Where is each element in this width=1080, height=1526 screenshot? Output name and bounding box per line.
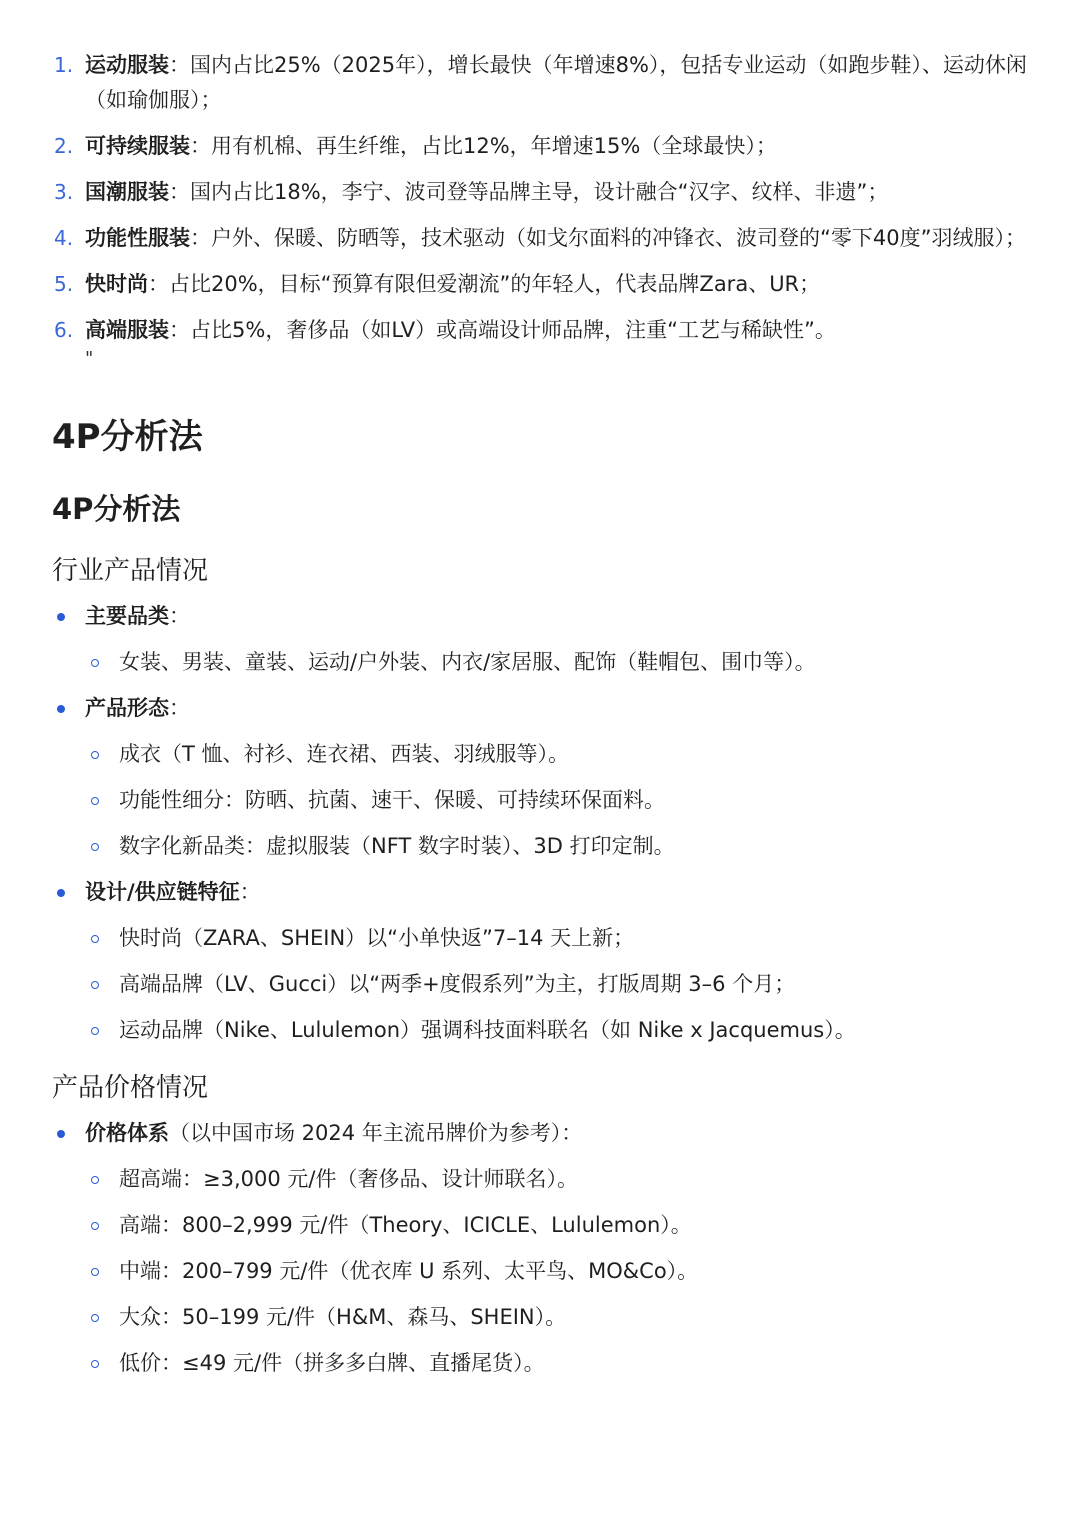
list-number: 3. <box>54 180 74 204</box>
item-title: 可持续服装 <box>85 134 190 158</box>
sub-item-text: 成衣（T 恤、衬衫、连衣裙、西装、羽绒服等）。 <box>119 742 570 766</box>
section-title-prices: 产品价格情况 <box>52 1073 209 1103</box>
bullet-title: 产品形态 <box>85 696 169 720</box>
sub-item-text: 中端：200–799 元/件（优衣库 U 系列、太平鸟、MO&Co）。 <box>119 1259 699 1283</box>
list-item <box>52 221 1032 256</box>
item-sep: ： <box>190 226 211 250</box>
list-item <box>52 313 1032 348</box>
circle-bullet-icon <box>91 751 99 759</box>
sub-item-text: 功能性细分：防晒、抗菌、速干、保暖、可持续环保面料。 <box>119 788 665 812</box>
circle-bullet-icon <box>91 1268 99 1276</box>
sub-item-text: 数字化新品类：虚拟服装（NFT 数字时装）、3D 打印定制。 <box>119 834 675 858</box>
sub-item <box>85 967 1032 1002</box>
bullet-item <box>52 1116 1032 1381</box>
product-bullet-list <box>52 599 1032 1048</box>
circle-bullet-icon <box>91 797 99 805</box>
sub-item-text: 运动品牌（Nike、Lululemon）强调科技面料联名（如 Nike x Jacquemus）。 <box>119 1018 856 1042</box>
item-title: 国潮服装 <box>85 180 169 204</box>
section-title-products: 行业产品情况 <box>52 556 209 586</box>
item-text: 用有机棉、再生纤维，占比12%，年增速15%（全球最快）； <box>211 134 777 158</box>
sub-list <box>85 921 1032 1048</box>
sub-item-text: 快时尚（ZARA、SHEIN）以“小单快返”7–14 天上新； <box>119 926 635 950</box>
bullet-dot-icon <box>57 705 65 713</box>
list-item <box>52 175 1032 210</box>
circle-bullet-icon <box>91 935 99 943</box>
sub-item <box>85 737 1032 772</box>
sub-list <box>85 737 1032 864</box>
sub-item <box>85 1254 1032 1289</box>
stray-quote: " <box>85 348 94 369</box>
bullet-item <box>52 875 1032 1048</box>
item-text: 国内占比25%（2025年），增长最快（年增速8%），包括专业运动（如跑步鞋）、运动休闲（如瑜伽服）； <box>85 53 1027 112</box>
bullet-item <box>52 691 1032 864</box>
sub-item-text: 女装、男装、童装、运动/户外装、内衣/家居服、配饰（鞋帽包、围巾等）。 <box>119 650 816 674</box>
item-text: 占比20%，目标“预算有限但爱潮流”的年轻人，代表品牌Zara、UR； <box>169 272 821 296</box>
document-body <box>52 48 1032 1392</box>
sub-item <box>85 1208 1032 1243</box>
list-number: 6. <box>54 318 74 342</box>
item-sep: ： <box>169 318 190 342</box>
item-title: 运动服装 <box>85 53 169 77</box>
circle-bullet-icon <box>91 981 99 989</box>
item-sep: ： <box>148 272 169 296</box>
item-text: 户外、保暖、防晒等，技术驱动（如戈尔面料的冲锋衣、波司登的“零下40度”羽绒服）； <box>211 226 1026 250</box>
sub-item-text: 高端品牌（LV、Gucci）以“两季+度假系列”为主，打版周期 3–6 个月； <box>119 972 796 996</box>
sub-list <box>85 1162 1032 1381</box>
heading-2: 4P分析法 <box>52 492 181 526</box>
list-number: 4. <box>54 226 74 250</box>
sub-item <box>85 783 1032 818</box>
circle-bullet-icon <box>91 843 99 851</box>
list-number: 5. <box>54 272 74 296</box>
item-title: 功能性服装 <box>85 226 190 250</box>
sub-item <box>85 829 1032 864</box>
bullet-suffix: ： <box>239 880 261 904</box>
bullet-suffix: ： <box>169 696 190 720</box>
sub-item <box>85 1162 1032 1197</box>
list-item <box>52 48 1032 118</box>
item-text: 国内占比18%，李宁、波司登等品牌主导，设计融合“汉字、纹样、非遗”； <box>190 180 889 204</box>
price-bullet-list <box>52 1116 1032 1381</box>
bullet-dot-icon <box>57 613 65 621</box>
sub-item-text: 高端：800–2,999 元/件（Theory、ICICLE、Lululemon）。 <box>119 1213 692 1237</box>
bullet-title: 价格体系 <box>85 1121 169 1145</box>
item-sep: ： <box>190 134 211 158</box>
sub-item <box>85 1013 1032 1048</box>
sub-item-text: 超高端：≥3,000 元/件（奢侈品、设计师联名）。 <box>119 1167 578 1191</box>
sub-item-text: 大众：50–199 元/件（H&M、森马、SHEIN）。 <box>119 1305 567 1329</box>
circle-bullet-icon <box>91 1222 99 1230</box>
item-text: 占比5%，奢侈品（如LV）或高端设计师品牌，注重“工艺与稀缺性”。 <box>190 318 836 342</box>
bullet-dot-icon <box>57 889 65 897</box>
sub-item <box>85 1300 1032 1335</box>
heading-1: 4P分析法 <box>52 417 203 457</box>
list-number: 2. <box>54 134 74 158</box>
bullet-title: 主要品类 <box>85 604 169 628</box>
item-sep: ： <box>169 53 190 77</box>
category-ordered-list <box>52 48 1032 348</box>
circle-bullet-icon <box>91 659 99 667</box>
item-title: 快时尚 <box>85 272 148 296</box>
list-number: 1. <box>54 53 74 77</box>
circle-bullet-icon <box>91 1027 99 1035</box>
sub-item-text: 低价：≤49 元/件（拼多多白牌、直播尾货）。 <box>119 1351 545 1375</box>
bullet-suffix: ： <box>169 604 190 628</box>
bullet-title: 设计/供应链特征 <box>85 880 240 904</box>
circle-bullet-icon <box>91 1176 99 1184</box>
sub-list <box>85 645 1032 680</box>
list-item <box>52 129 1032 164</box>
sub-item <box>85 1346 1032 1381</box>
item-title: 高端服装 <box>85 318 169 342</box>
sub-item <box>85 921 1032 956</box>
list-item <box>52 267 1032 302</box>
bullet-dot-icon <box>57 1130 65 1138</box>
circle-bullet-icon <box>91 1314 99 1322</box>
bullet-suffix: （以中国市场 2024 年主流吊牌价为参考）： <box>169 1121 583 1145</box>
circle-bullet-icon <box>91 1360 99 1368</box>
bullet-item <box>52 599 1032 680</box>
item-sep: ： <box>169 180 190 204</box>
sub-item <box>85 645 1032 680</box>
